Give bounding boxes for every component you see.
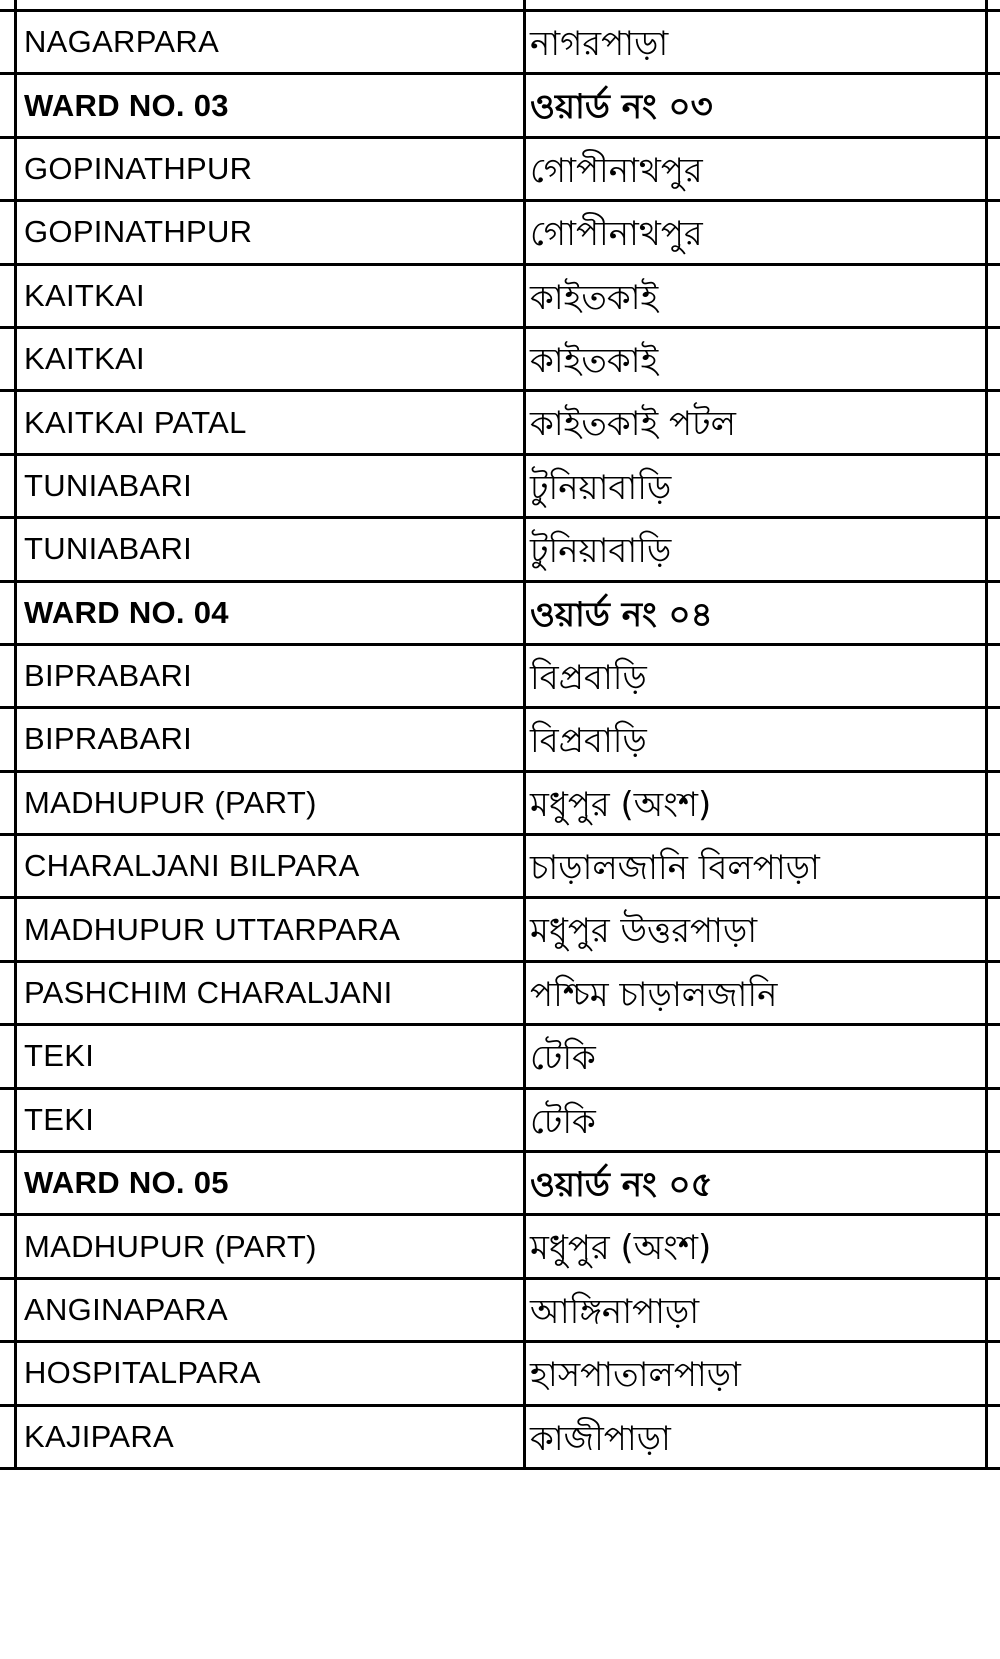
column-divider	[14, 1343, 17, 1403]
column-divider	[985, 773, 988, 833]
column-divider	[14, 1407, 17, 1467]
column-divider	[523, 646, 526, 706]
table-row	[0, 392, 1000, 455]
place-name-bengali: কাইতকাই পটল	[530, 404, 736, 445]
place-name-english: HOSPITALPARA	[24, 1355, 261, 1391]
place-name-bengali: গোপীনাথপুর	[530, 214, 703, 255]
column-divider	[523, 519, 526, 579]
place-name-bengali: পশ্চিম চাড়ালজানি	[530, 974, 778, 1015]
column-divider	[523, 583, 526, 643]
column-divider	[523, 1343, 526, 1403]
column-divider	[985, 1343, 988, 1403]
place-name-english: GOPINATHPUR	[24, 150, 253, 186]
column-divider	[14, 1090, 17, 1150]
column-divider	[985, 1090, 988, 1150]
place-name-bengali: টুনিয়াবাড়ি	[530, 467, 672, 508]
place-name-english: KAITKAI	[24, 277, 145, 313]
place-name-bengali: কাইতকাই	[530, 277, 659, 318]
place-name-english: BIPRABARI	[24, 721, 193, 757]
column-divider	[523, 773, 526, 833]
column-divider	[523, 899, 526, 959]
column-divider	[14, 1216, 17, 1276]
column-divider	[523, 202, 526, 262]
ward-label-bengali: ওয়ার্ড নং ০৫	[530, 1165, 713, 1206]
column-divider	[14, 202, 17, 262]
column-divider	[14, 329, 17, 389]
column-divider	[14, 963, 17, 1023]
table-row	[0, 773, 1000, 836]
place-name-english: TEKI	[24, 1101, 95, 1137]
column-divider	[14, 139, 17, 199]
column-divider	[14, 646, 17, 706]
table-row	[0, 963, 1000, 1026]
column-divider	[523, 1407, 526, 1467]
column-divider	[14, 836, 17, 896]
column-divider	[523, 456, 526, 516]
ward-label-bengali: ওয়ার্ড নং ০৩	[530, 87, 713, 128]
ward-village-table	[0, 12, 1000, 1470]
table-row	[0, 899, 1000, 962]
column-divider	[523, 75, 526, 135]
ward-header-row	[0, 1153, 1000, 1216]
place-name-bengali: টেকি	[530, 1038, 596, 1079]
place-name-english: MADHUPUR (PART)	[24, 1228, 317, 1264]
column-divider	[985, 1216, 988, 1276]
column-divider	[523, 1280, 526, 1340]
column-divider	[523, 139, 526, 199]
column-divider	[523, 1026, 526, 1086]
column-divider	[14, 75, 17, 135]
place-name-english: BIPRABARI	[24, 658, 193, 694]
column-divider	[985, 12, 988, 72]
place-name-bengali: মধুপুর (অংশ)	[530, 784, 712, 825]
place-name-bengali: টেকি	[530, 1101, 596, 1142]
place-name-bengali: আঙ্গিনাপাড়া	[530, 1291, 700, 1332]
column-divider	[523, 392, 526, 452]
column-divider	[985, 0, 988, 12]
table-row	[0, 1216, 1000, 1279]
table-row	[0, 836, 1000, 899]
place-name-english: TUNIABARI	[24, 531, 193, 567]
column-divider	[985, 266, 988, 326]
column-divider	[985, 963, 988, 1023]
ward-label-bengali: ওয়ার্ড নং ০৪	[530, 594, 713, 635]
place-name-english: KAJIPARA	[24, 1418, 174, 1454]
place-name-english: GOPINATHPUR	[24, 214, 253, 250]
table-row	[0, 456, 1000, 519]
column-divider	[985, 519, 988, 579]
place-name-bengali: নাগরপাড়া	[530, 24, 669, 64]
column-divider	[985, 202, 988, 262]
place-name-bengali: টুনিয়াবাড়ি	[530, 531, 672, 572]
column-divider	[985, 646, 988, 706]
column-divider	[14, 1026, 17, 1086]
place-name-english: KAITKAI PATAL	[24, 404, 247, 440]
place-name-bengali: বিপ্রবাড়ি	[530, 721, 647, 762]
place-name-english: ANGINAPARA	[24, 1292, 228, 1327]
place-name-english: KAITKAI	[24, 341, 145, 377]
place-name-bengali: হাসপাতালপাড়া	[530, 1355, 741, 1396]
column-divider	[14, 899, 17, 959]
column-divider	[985, 139, 988, 199]
column-divider	[985, 709, 988, 769]
place-name-bengali: কাজীপাড়া	[530, 1418, 671, 1459]
column-divider	[14, 0, 17, 12]
column-divider	[14, 266, 17, 326]
column-divider	[14, 1280, 17, 1340]
column-divider	[14, 583, 17, 643]
column-divider	[523, 836, 526, 896]
column-divider	[985, 899, 988, 959]
ward-label-english: WARD NO. 04	[24, 594, 229, 630]
column-divider	[14, 1153, 17, 1213]
table-row	[0, 1280, 1000, 1343]
table-row	[0, 329, 1000, 392]
ward-header-row	[0, 583, 1000, 646]
column-divider	[523, 329, 526, 389]
table-row	[0, 202, 1000, 265]
column-divider	[985, 1407, 988, 1467]
column-divider	[985, 836, 988, 896]
table-row	[0, 1026, 1000, 1089]
ward-label-english: WARD NO. 05	[24, 1165, 229, 1201]
table-row	[0, 12, 1000, 75]
place-name-bengali: চাড়ালজানি বিলপাড়া	[530, 848, 820, 889]
table-row	[0, 1090, 1000, 1153]
column-divider	[985, 583, 988, 643]
place-name-english: MADHUPUR (PART)	[24, 784, 317, 820]
column-divider	[985, 1026, 988, 1086]
column-divider	[14, 12, 17, 72]
column-divider	[523, 266, 526, 326]
column-divider	[985, 1280, 988, 1340]
place-name-bengali: বিপ্রবাড়ি	[530, 657, 647, 698]
place-name-bengali: মধুপুর উত্তরপাড়া	[530, 911, 758, 952]
table-row	[0, 709, 1000, 772]
column-divider	[523, 1216, 526, 1276]
column-divider	[14, 519, 17, 579]
place-name-english: TEKI	[24, 1038, 95, 1074]
table-row	[0, 1343, 1000, 1406]
table-top-edge	[0, 0, 1000, 12]
column-divider	[523, 1153, 526, 1213]
table-row	[0, 646, 1000, 709]
table-row	[0, 139, 1000, 202]
column-divider	[985, 1153, 988, 1213]
place-name-english: PASHCHIM CHARALJANI	[24, 975, 393, 1011]
place-name-english: CHARALJANI BILPARA	[24, 848, 360, 884]
place-name-english: TUNIABARI	[24, 467, 193, 503]
column-divider	[523, 709, 526, 769]
table-row	[0, 1407, 1000, 1470]
place-name-bengali: কাইতকাই	[530, 340, 659, 381]
place-name-bengali: গোপীনাথপুর	[530, 150, 703, 191]
column-divider	[985, 75, 988, 135]
column-divider	[523, 0, 526, 12]
column-divider	[985, 456, 988, 516]
column-divider	[14, 392, 17, 452]
column-divider	[985, 329, 988, 389]
table-row	[0, 266, 1000, 329]
ward-label-english: WARD NO. 03	[24, 87, 229, 123]
column-divider	[14, 773, 17, 833]
column-divider	[523, 12, 526, 72]
column-divider	[523, 1090, 526, 1150]
table-row	[0, 519, 1000, 582]
place-name-english: MADHUPUR UTTARPARA	[24, 911, 401, 947]
column-divider	[523, 963, 526, 1023]
place-name-bengali: মধুপুর (অংশ)	[530, 1228, 712, 1269]
column-divider	[14, 709, 17, 769]
ward-header-row	[0, 75, 1000, 138]
column-divider	[14, 456, 17, 516]
place-name-english: NAGARPARA	[24, 24, 220, 60]
column-divider	[985, 392, 988, 452]
